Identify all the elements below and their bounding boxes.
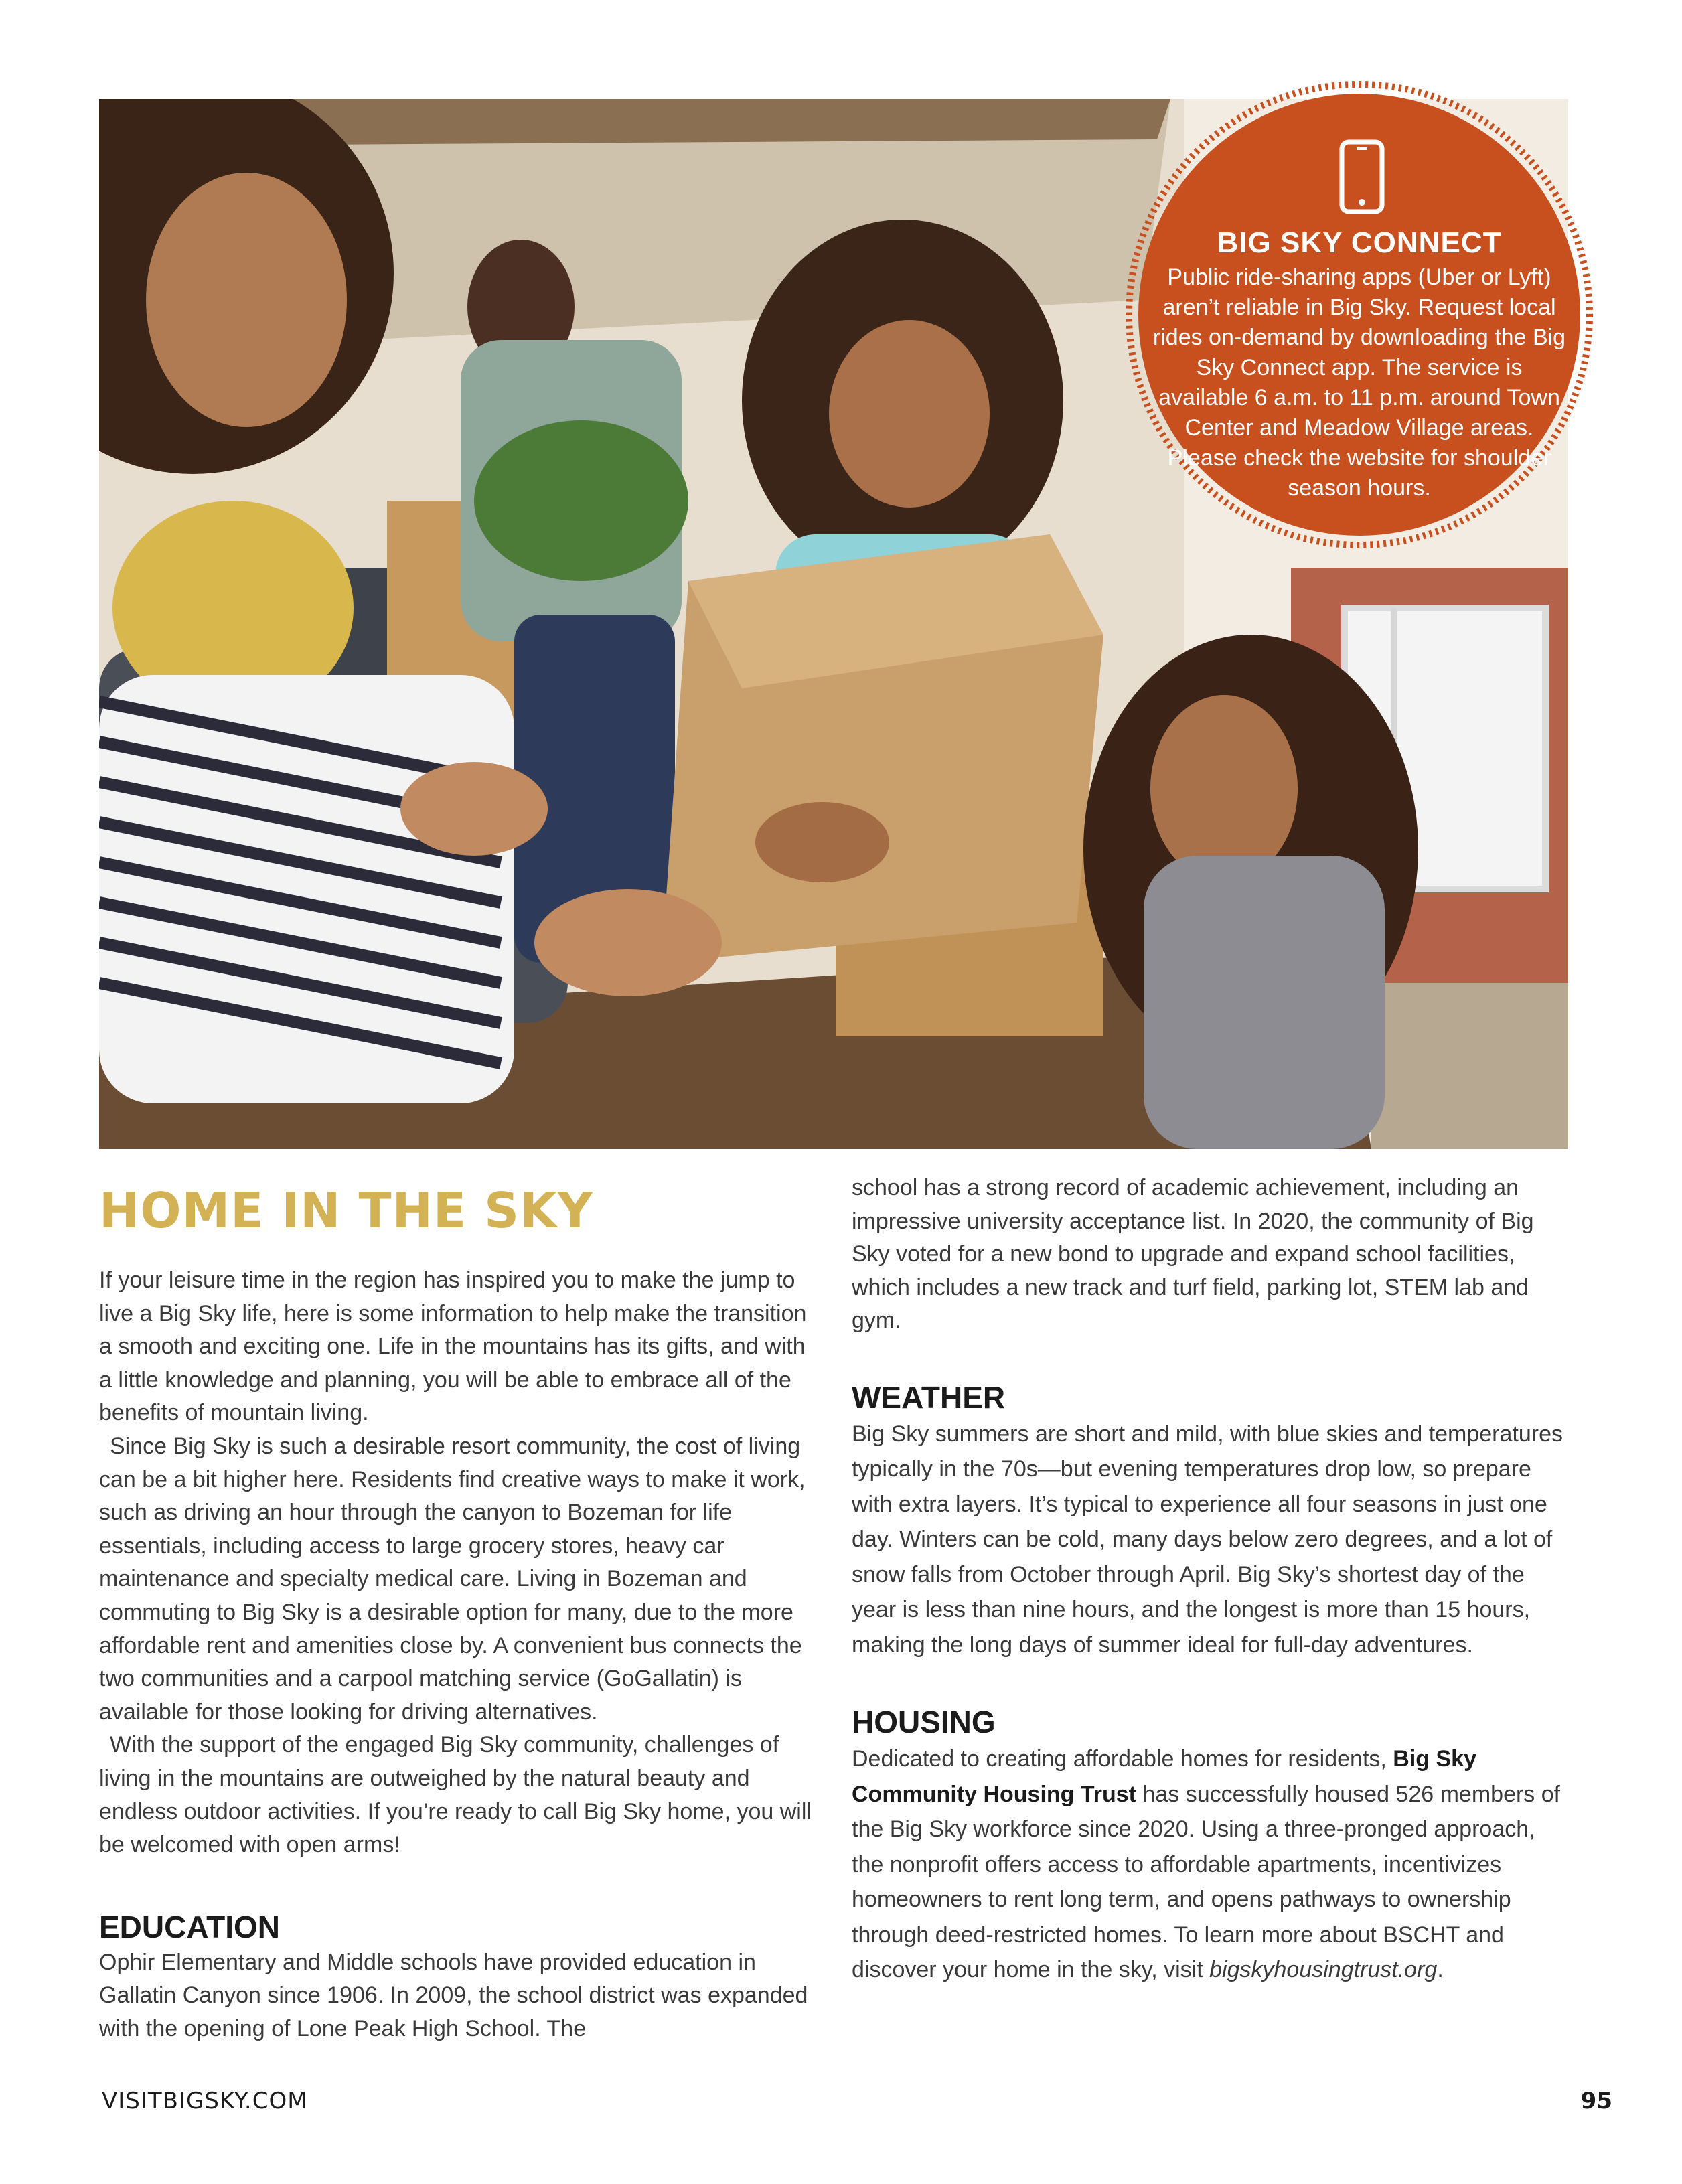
big-sky-connect-badge [1125, 67, 1594, 562]
housing-text-start: Dedicated to creating affordable homes for residents, [852, 1746, 1393, 1772]
footer-site[interactable]: VISITBIGSKY.COM [102, 2088, 308, 2114]
education-paragraph-part1: Ophir Elementary and Middle schools have provided education in Gallatin Canyon since 1906. In 2009, the school district was expanded with the opening of Lone Peak High School. The [99, 1949, 808, 2041]
badge-title: BIG SKY CONNECT [1217, 226, 1502, 259]
housing-text-end: . [1437, 1957, 1444, 1983]
article-right-column [852, 1172, 1572, 1988]
weather-heading: WEATHER [852, 1379, 1006, 1415]
housing-trust-link[interactable]: bigskyhousingtrust.org [1209, 1957, 1438, 1983]
smartphone-icon [1339, 139, 1385, 214]
badge-text: Public ride-sharing apps (Uber or Lyft) aren’t reliable in Big Sky. Request local rides on-demand by downloading the Big Sky Connect app. The service is available 6 a.m. to 11 p.m. around Town Center and Meadow Village areas. Please check the website for shoulder season hours. [1152, 264, 1566, 501]
intro-paragraph-2: Since Big Sky is such a desirable resort community, the cost of living can be a bit higher here. Residents find creative ways to make it work, such as driving an hour through the canyon to Bozeman for life essentials, including access to large grocery stores, heavy car maintenance and specialty medical care. Living in Bozeman and commuting to Big Sky is a desirable option for many, due to the more affordable rent and amenities close by. A convenient bus connects the two communities and a carpool matching service (GoGallatin) is available for those looking for driving alternatives. [99, 1433, 806, 1725]
housing-text-middle: has successfully housed 526 members of the Big Sky workforce since 2020. Using a three-pronged approach, the nonprofit offers access to affordable apartments, incentivizes homeowners to rent long term, and opens pathways to ownership through deed-restricted homes. To learn more about BSCHT and discover your home in the sky, visit [852, 1781, 1561, 1983]
education-paragraph-part2: school has a strong record of academic achievement, including an impressive university acceptance list. In 2020, the community of Big Sky voted for a new bond to upgrade and expand school facilities, which includes a new track and turf field, parking lot, STEM lab and gym. [852, 1175, 1534, 1334]
article-title: HOME IN THE SKY [99, 1182, 593, 1239]
housing-heading: HOUSING [852, 1705, 996, 1740]
intro-paragraph-1: If your leisure time in the region has inspired you to make the jump to live a Big Sky life, here is some information to help make the transition a smooth and exciting one. Life in the mountains has its gifts, and with a little knowledge and planning, you will be able to embrace all of the benefits of mountain living. [99, 1267, 807, 1426]
page-number: 95 [1580, 2088, 1612, 2114]
education-heading: EDUCATION [99, 1909, 281, 1944]
housing-trust-name: Big Sky Community Housing Trust [852, 1746, 1476, 1807]
intro-paragraph-3: With the support of the engaged Big Sky community, challenges of living in the mountains are outweighed by the natural beauty and endless outdoor activities. If you’re ready to call Big Sky home, you will be welcomed with open arms! [99, 1732, 812, 1858]
weather-paragraph: Big Sky summers are short and mild, with blue skies and temperatures typically in the 70s—but evening temperatures drop low, so prepare with extra layers. It’s typical to experience all four seasons in just one day. Winters can be cold, many days below zero degrees, and a lot of snow falls from October through April. Big Sky’s shortest day of the year is less than nine hours, and the longest is more than 15 hours, making the long days of summer ideal for full-day adventures. [852, 1421, 1563, 1658]
article-left-column [99, 1172, 819, 2045]
housing-paragraph [852, 1741, 1572, 1988]
